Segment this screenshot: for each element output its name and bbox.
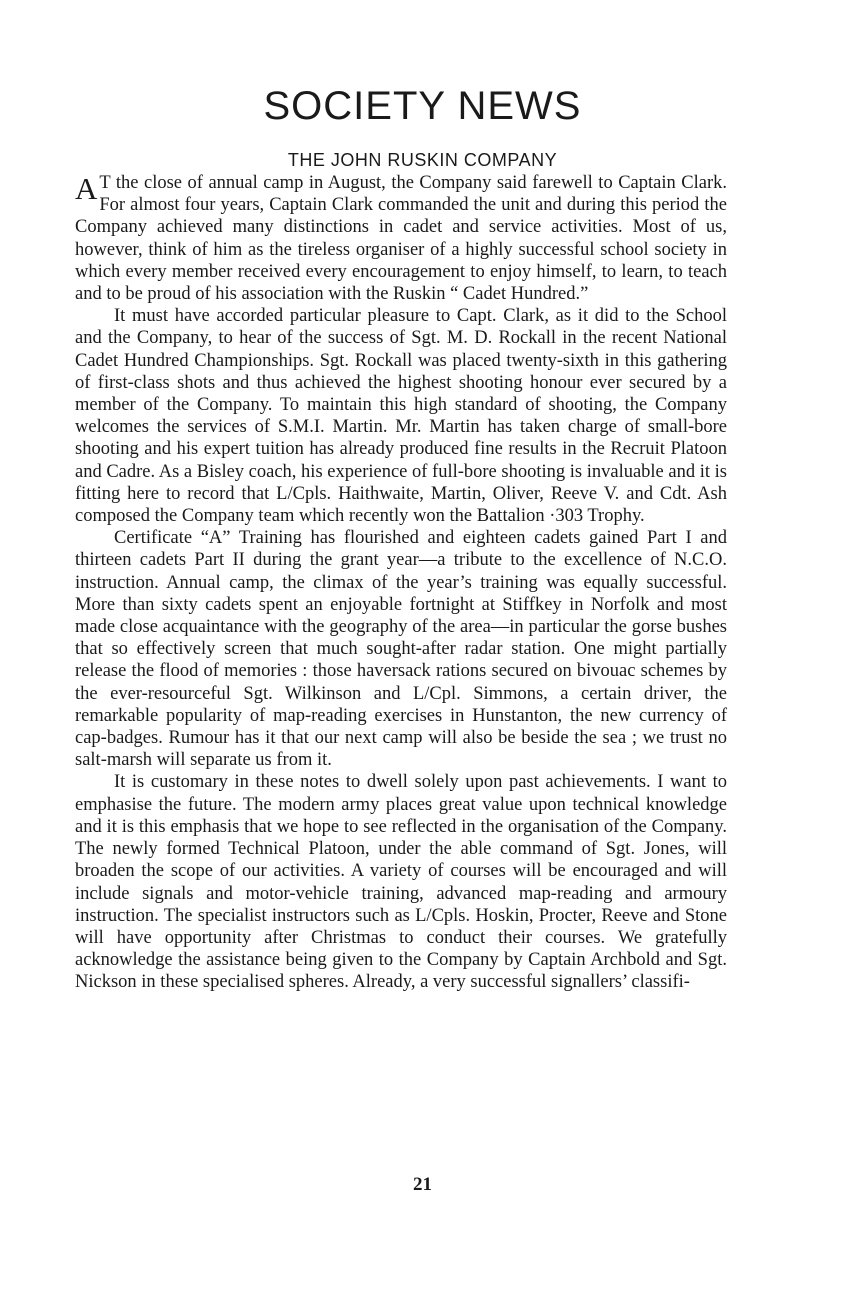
section-heading: THE JOHN RUSKIN COMPANY — [287, 150, 558, 170]
drop-cap: A — [75, 171, 98, 206]
page-number: 21 — [413, 1174, 432, 1195]
article-body — [75, 172, 727, 994]
paragraph-4: It is customary in these notes to dwell solely upon past achievements. I want to emphasise the future. The modern army places great value upon technical knowledge and it is this emphasis that we hope to see reflected in the organisation of the Company. The newly formed Technical Platoon, under the able command of Sgt. Jones, will broaden the scope of our activities. A variety of courses will be encouraged and will include signals and motor-vehicle training, advanced map-reading and armoury instruction. The specialist instructors such as L/Cpls. Hoskin, Procter, Reeve and Stone will have opportunity after Christmas to conduct their courses. We gratefully acknowledge the assistance being given to the Company by Captain Archbold and Sgt. Nickson in these specialised spheres. Already, a very successful signallers’ classifi- — [75, 772, 727, 993]
paragraph-1 — [75, 172, 727, 305]
paragraph-3: Certificate “A” Training has flourished and eighteen cadets gained Part I and thirteen cadets Part II during the grant year—a tribute to the excellence of N.C.O. instruction. Annual camp, the climax of the year’s training was equally successful. More than sixty cadets spent an enjoyable fortnight at Stiffkey in Norfolk and most made close acquaintance with the geography of the area—in particular the gorse bushes that so effectively screen that much sought-after radar station. One might partially release the flood of memories : those haversack rations secured on bivouac schemes by the ever-resourceful Sgt. Wilkinson and L/Cpl. Simmons, a certain driver, the remarkable popularity of map-reading exercises in Hunstanton, the new currency of cap-badges. Rumour has it that our next camp will also be beside the sea ; we trust no salt-marsh will separate us from it. — [75, 528, 727, 771]
paragraph-1-text: T the close of annual camp in August, the Company said farewell to Captain Clark. For almost four years, Captain Clark commanded the unit and during this period the Company achieved many distinctions in cadet and service activities. Most of us, however, think of him as the tireless organiser of a highly successful school society in which every member received every encouragement to enjoy himself, to learn, to teach and to be proud of his association with the Ruskin “ Cadet Hundred.” — [75, 173, 727, 305]
paragraph-2: It must have accorded particular pleasure to Capt. Clark, as it did to the School and the Company, to hear of the success of Sgt. M. D. Rockall in the recent National Cadet Hundred Championships. Sgt. Rockall was placed twenty-sixth in this gathering of first-class shots and thus achieved the highest shooting honour ever secured by a member of the Company. To maintain this high standard of shooting, the Company welcomes the services of S.M.I. Martin. Mr. Martin has taken charge of small-bore shooting and his expert tuition has already produced fine results in the Recruit Platoon and Cadre. As a Bisley coach, his experience of full-bore shooting is invaluable and it is fitting here to record that L/Cpls. Haithwaite, Martin, Oliver, Reeve V. and Cdt. Ash composed the Company team which recently won the Battalion ·303 Trophy. — [75, 306, 727, 527]
page-title: SOCIETY NEWS — [263, 84, 582, 128]
